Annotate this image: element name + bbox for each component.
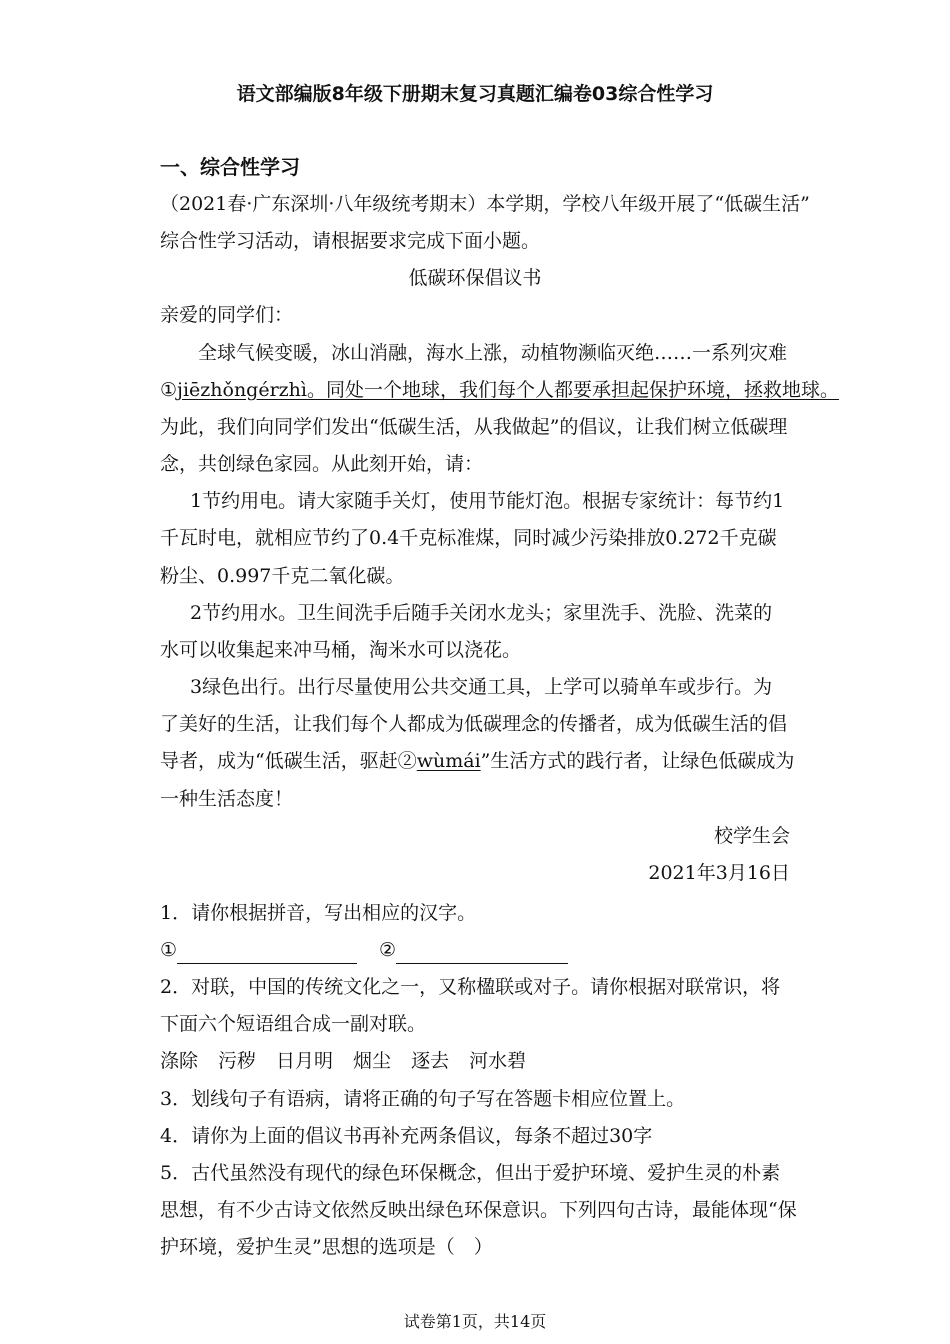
proposal-date: 2021年3月16日	[648, 862, 790, 884]
blank-marker: ②	[397, 750, 417, 772]
proposal-item	[160, 747, 794, 775]
proposal-signature: 校学生会	[713, 825, 790, 847]
intro-line: 综合性学习活动，请根据要求完成下面小题。	[160, 230, 541, 252]
phrase-item: 日月明	[276, 1050, 334, 1072]
proposal-item: 2节约用水。卫生间洗手后随手关闭水龙头；家里洗手、洗脸、洗菜的	[190, 602, 773, 624]
proposal-item: 粉尘、0.997千克二氧化碳。	[160, 565, 405, 587]
phrase-item: 烟尘	[353, 1050, 392, 1072]
question-1: 1．请你根据拼音，写出相应的汉字。	[160, 902, 477, 924]
question-2: 下面六个短语组合成一副对联。	[160, 1013, 427, 1035]
page-title: 语文部编版8年级下册期末复习真题汇编卷03综合性学习	[236, 83, 714, 105]
proposal-item: 3绿色出行。出行尽量使用公共交通工具，上学可以骑单车或步行。为	[190, 676, 773, 698]
proposal-item: 了美好的生活，让我们每个人都成为低碳理念的传播者，成为低碳生活的倡	[160, 713, 788, 735]
question-5: 5．古代虽然没有现代的绿色环保概念，但出于爱护环境、爱护生灵的朴素	[160, 1162, 781, 1184]
page-footer: 试卷第1页，共14页	[403, 1312, 547, 1331]
pinyin-prompt: jiēzhǒngérzhì	[177, 379, 307, 401]
phrase-list	[160, 1047, 546, 1075]
pinyin-prompt: wùmái	[416, 750, 481, 772]
answer-blank-1[interactable]	[177, 943, 357, 964]
proposal-paragraph: 念，共创绿色家园。从此刻开始，请：	[160, 453, 484, 475]
text-fragment: ”生活方式的践行者，让绿色低碳成为	[480, 750, 795, 772]
answer-blank-2[interactable]	[396, 943, 568, 964]
question-5: 护环境，爱护生灵”思想的选项是（ ）	[160, 1236, 493, 1258]
flawed-sentence: 。同处一个地球，我们每个人都要承担起保护环境，拯救地球。	[307, 379, 840, 401]
proposal-paragraph	[160, 376, 839, 404]
proposal-paragraph: 为此，我们向同学们发出“低碳生活，从我做起”的倡议，让我们树立低碳理	[160, 416, 788, 438]
phrase-item: 河水碧	[469, 1050, 527, 1072]
text-fragment: 导者，成为“低碳生活，驱赶	[160, 750, 398, 772]
proposal-item: 水可以收集起来冲马桶，淘米水可以浇花。	[160, 639, 522, 661]
section-heading: 一、综合性学习	[160, 155, 300, 179]
answer-blanks	[160, 936, 568, 964]
blank-label: ①	[160, 939, 178, 961]
phrase-item: 涤除	[160, 1050, 199, 1072]
blank-label: ②	[379, 939, 397, 961]
proposal-item: 1节约用电。请大家随手关灯，使用节能灯泡。根据专家统计：每节约1	[190, 490, 785, 512]
blank-marker: ①	[160, 379, 178, 401]
intro-line: （2021春·广东深圳·八年级统考期末）本学期，学校八年级开展了“低碳生活”	[160, 193, 810, 215]
proposal-item: 千瓦时电，就相应节约了0.4千克标准煤，同时减少污染排放0.272千克碳	[160, 527, 777, 549]
question-2: 2．对联，中国的传统文化之一，又称楹联或对子。请你根据对联常识，将	[160, 976, 781, 998]
phrase-item: 逐去	[411, 1050, 450, 1072]
phrase-item: 污秽	[218, 1050, 257, 1072]
question-5: 思想，有不少古诗文依然反映出绿色环保意识。下列四句古诗，最能体现“保	[160, 1199, 797, 1221]
proposal-paragraph: 全球气候变暖，冰山消融，海水上涨，动植物濒临灭绝……一系列灾难	[198, 342, 788, 364]
proposal-heading: 低碳环保倡议书	[408, 267, 542, 289]
question-3: 3．划线句子有语病，请将正确的句子写在答题卡相应位置上。	[160, 1088, 686, 1110]
question-4: 4．请你为上面的倡议书再补充两条倡议，每条不超过30字	[160, 1125, 653, 1147]
proposal-item: 一种生活态度！	[160, 788, 294, 810]
proposal-salutation: 亲爱的同学们：	[160, 304, 294, 326]
